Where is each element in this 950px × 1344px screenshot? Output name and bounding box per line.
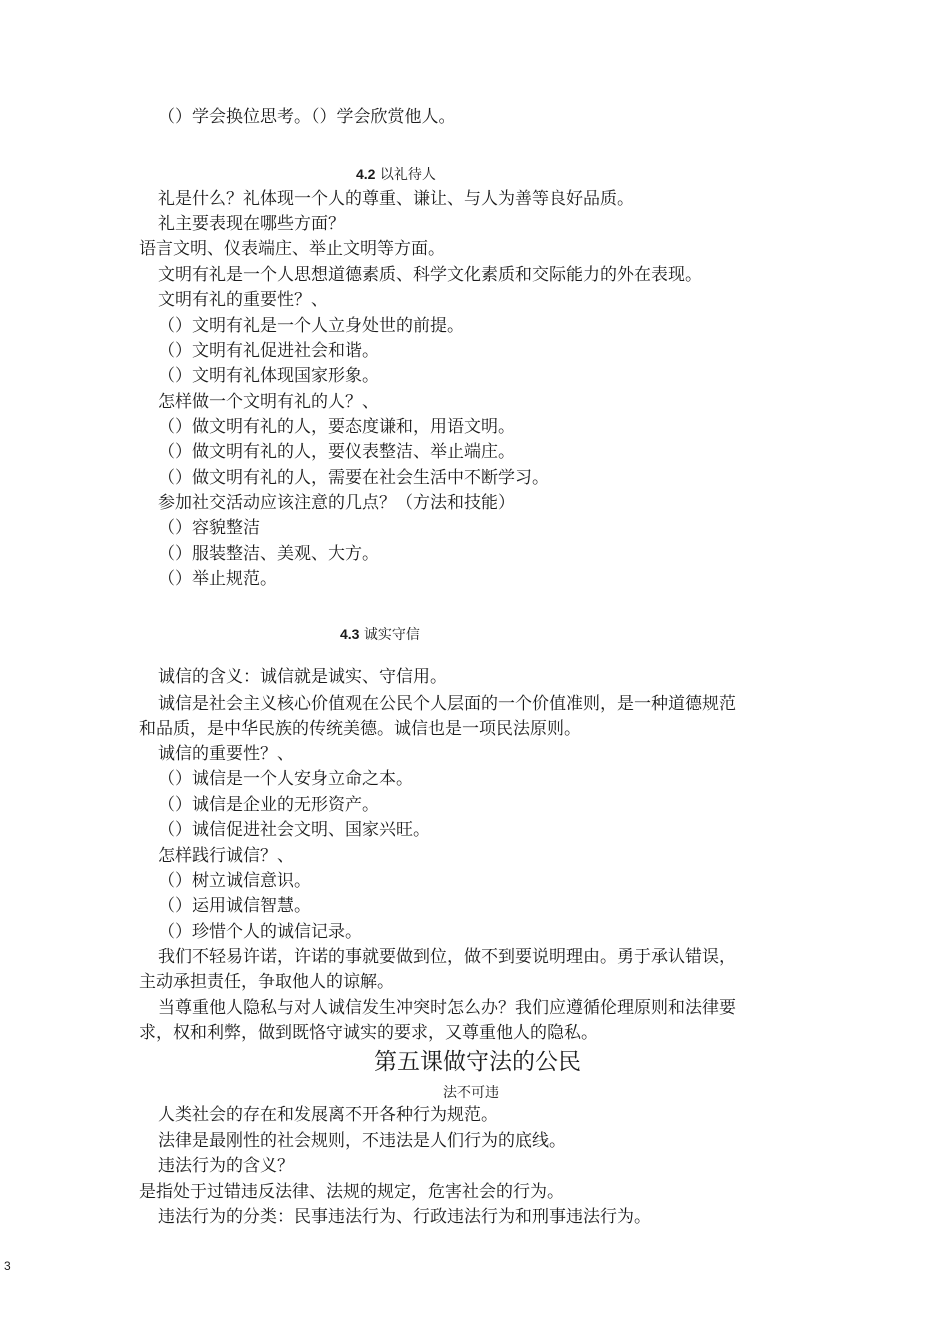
text-line: （）诚信是企业的无形资产。 (158, 795, 379, 815)
text-line: 参加社交活动应该注意的几点？（方法和技能） (158, 493, 515, 513)
text-line: 礼主要表现在哪些方面？ (158, 214, 345, 234)
text-line: 主动承担责任，争取他人的谅解。 (139, 972, 394, 992)
section-number: 4.2 (356, 166, 376, 182)
text-line: 诚信的含义：诚信就是诚实、守信用。 (158, 667, 447, 687)
text-line: 求，权和利弊，做到既恪守诚实的要求，又尊重他人的隐私。 (139, 1023, 598, 1043)
text-line: 文明有礼的重要性？、 (158, 290, 328, 310)
text-line: 是指处于过错违反法律、法规的规定，危害社会的行为。 (139, 1182, 564, 1202)
text-line: （）做文明有礼的人，要态度谦和，用语文明。 (158, 417, 515, 437)
text-line: （）学会换位思考。（）学会欣赏他人。 (158, 107, 456, 127)
text-line: （）树立诚信意识。 (158, 871, 311, 891)
text-line: （）做文明有礼的人，需要在社会生活中不断学习。 (158, 468, 549, 488)
text-line: （）文明有礼体现国家形象。 (158, 366, 379, 386)
text-line: 法律是最刚性的社会规则，不违法是人们行为的底线。 (158, 1131, 566, 1151)
text-line: 语言文明、仪表端庄、举止文明等方面。 (139, 239, 445, 259)
text-line: （）诚信是一个人安身立命之本。 (158, 769, 413, 789)
text-line: 诚信是社会主义核心价值观在公民个人层面的一个价值准则，是一种道德规范 (158, 694, 736, 714)
page-number: 3 (4, 1259, 11, 1273)
text-line: （）服装整洁、美观、大方。 (158, 544, 379, 564)
text-line: 人类社会的存在和发展离不开各种行为规范。 (158, 1105, 498, 1125)
section-title: 以礼待人 (379, 167, 436, 183)
section-heading-4-3 (340, 625, 420, 644)
text-line: （）做文明有礼的人，要仪表整洁、举止端庄。 (158, 442, 515, 462)
text-line: （）珍惜个人的诚信记录。 (158, 922, 362, 942)
text-line: 怎样践行诚信？、 (158, 846, 294, 866)
section-title: 诚实守信 (363, 627, 420, 643)
section-heading-4-2 (356, 165, 436, 184)
text-line: 违法行为的含义？ (158, 1156, 294, 1176)
text-line: 文明有礼是一个人思想道德素质、科学文化素质和交际能力的外在表现。 (158, 265, 702, 285)
text-line: 和品质，是中华民族的传统美德。诚信也是一项民法原则。 (139, 719, 581, 739)
lesson-title: 第五课做守法的公民 (374, 1049, 581, 1075)
text-line: 诚信的重要性？、 (158, 744, 294, 764)
text-line: （）容貌整洁 (158, 518, 260, 538)
text-line: 当尊重他人隐私与对人诚信发生冲突时怎么办？我们应遵循伦理原则和法律要 (158, 998, 736, 1018)
text-line: 我们不轻易许诺，许诺的事就要做到位，做不到要说明理由。勇于承认错误， (158, 947, 736, 967)
text-line: 违法行为的分类：民事违法行为、行政违法行为和刑事违法行为。 (158, 1207, 651, 1227)
text-line: （）诚信促进社会文明、国家兴旺。 (158, 820, 430, 840)
text-line: 怎样做一个文明有礼的人？、 (158, 392, 379, 412)
text-line: 礼是什么？礼体现一个人的尊重、谦让、与人为善等良好品质。 (158, 189, 634, 209)
text-line: （）文明有礼促进社会和谐。 (158, 341, 379, 361)
subsection-title: 法不可违 (443, 1085, 499, 1101)
text-line: （）举止规范。 (158, 569, 277, 589)
section-number: 4.3 (340, 626, 360, 642)
text-line: （）文明有礼是一个人立身处世的前提。 (158, 316, 464, 336)
text-line: （）运用诚信智慧。 (158, 896, 311, 916)
